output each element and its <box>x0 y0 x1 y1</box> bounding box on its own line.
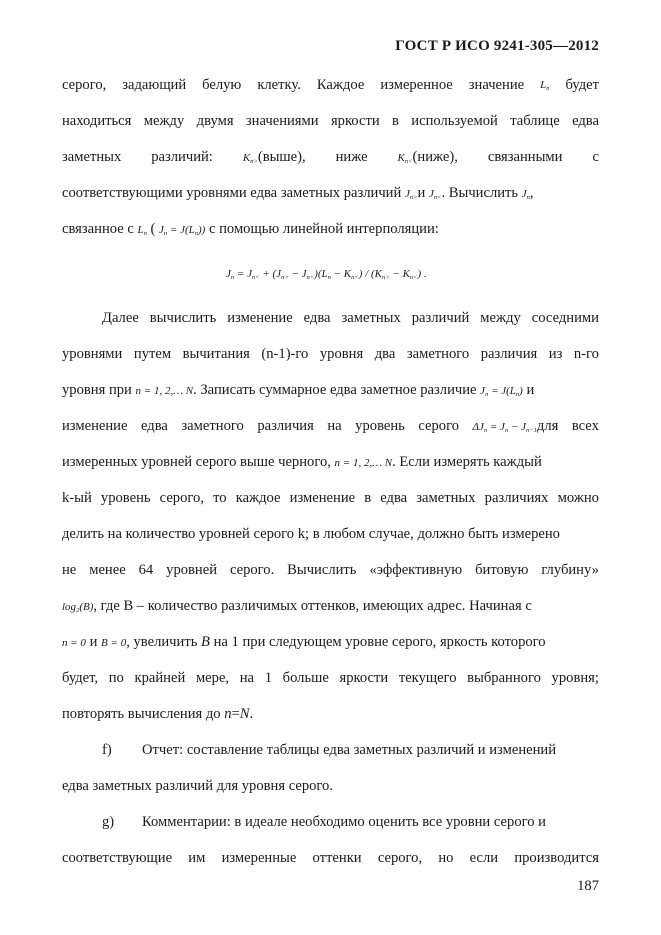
text-line-10: измеренных уровней серого выше черного, n = 1, 2,… N. Если измерять каждый <box>62 454 542 470</box>
text-line-7: уровнями путем вычитания (n-1)-го уровня два заметного различия из n-го <box>62 346 599 362</box>
text-line-15: n = 0 и B = 0, увеличить B на 1 при следующем уровне серого, яркость которого <box>62 634 546 650</box>
document-header: ГОСТ Р ИСО 9241-305—2012 <box>395 38 599 54</box>
text-line-3: заметных различий: Kn>(выше), ниже Kn<(ниже), связанными с <box>62 149 599 165</box>
interpolation-formula: Jn = Jn< + (Jn> − Jn<)(Ln − Kn<) / (Kn> − Kn<) . <box>226 268 427 281</box>
text-line-20: g) Комментарии: в идеале необходимо оценить все уровни серого и <box>102 814 546 830</box>
text-line-5: связанное с Ln ( Jn = J(Ln)) с помощью линейной интерполяции: <box>62 221 439 237</box>
page-number: 187 <box>577 878 599 894</box>
text-line-8: уровня при n = 1, 2,… N. Записать суммарное едва заметное различие Jn = J(Ln) и <box>62 382 535 398</box>
text-line-4: соответствующими уровнями едва заметных различий Jn>и Jn<. Вычислить Jn, <box>62 185 534 201</box>
text-line-21: соответствующие им измеренные оттенки серого, но если производится <box>62 850 599 866</box>
text-line-17: повторять вычисления до n=N. <box>62 706 254 722</box>
text-line-1: серого, задающий белую клетку. Каждое измеренное значение Ln будет <box>62 77 599 93</box>
text-line-12: делить на количество уровней серого k; в любом случае, должно быть измерено <box>62 526 560 542</box>
text-line-9: изменение едва заметного различия на уровень серого ΔJn = Jn − Jn−1для всех <box>62 418 599 434</box>
text-line-19: едва заметных различий для уровня серого. <box>62 778 333 794</box>
text-line-11: k-ый уровень серого, то каждое изменение в едва заметных различиях можно <box>62 490 599 506</box>
text-line-14: log2(B), где В – количество различимых оттенков, имеющих адрес. Начиная с <box>62 598 532 614</box>
text-line-2: находиться между двумя значениями яркости в используемой таблице едва <box>62 113 599 129</box>
text-line-18: f) Отчет: составление таблицы едва заметных различий и изменений <box>102 742 557 758</box>
text-line-16: будет, по крайней мере, на 1 больше яркости текущего выбранного уровня; <box>62 670 599 686</box>
text-line-13: не менее 64 уровней серого. Вычислить «эффективную битовую глубину» <box>62 562 599 578</box>
text-line-6: Далее вычислить изменение едва заметных различий между соседними <box>102 310 599 326</box>
